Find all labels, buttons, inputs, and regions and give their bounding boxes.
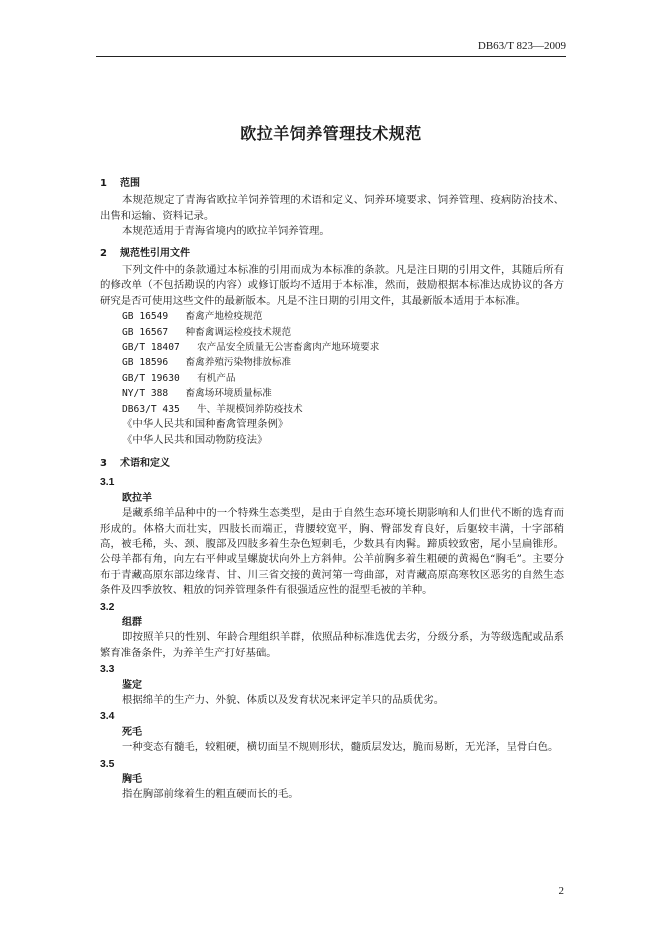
term-number: 3.1 bbox=[100, 477, 115, 489]
reference-item bbox=[100, 355, 564, 370]
reference-name: 畜禽产地检疫规范 bbox=[185, 311, 263, 323]
reference-name: 畜禽场环境质量标准 bbox=[185, 388, 272, 400]
section-number: 2 bbox=[100, 247, 107, 259]
reference-code: NY/T 388 bbox=[122, 388, 169, 400]
reference-item bbox=[100, 340, 564, 355]
paragraph: 本规范规定了青海省欧拉羊饲养管理的术语和定义、饲养环境要求、饲养管理、疫病防治技术、出售和运输、资料记录。 bbox=[100, 194, 564, 222]
document-code: DB63/T 823—2009 bbox=[477, 40, 566, 52]
term-definition: 指在胸部前缘着生的粗直硬而长的毛。 bbox=[122, 788, 299, 801]
term-name: 欧拉羊 bbox=[122, 492, 152, 504]
term-number: 3.2 bbox=[100, 601, 115, 613]
document-body bbox=[100, 172, 564, 803]
reference-code: GB 16549 bbox=[122, 311, 169, 323]
reference-name: 种畜禽调运检疫技术规范 bbox=[185, 326, 292, 338]
term-name: 死毛 bbox=[122, 726, 142, 738]
section-title: 范围 bbox=[120, 178, 140, 189]
section-heading-terms bbox=[100, 456, 564, 471]
page-number: 2 bbox=[558, 885, 564, 897]
term-definition: 一种变态有髓毛，较粗硬，横切面呈不规则形状，髓质层发达，脆而易断，无光泽，呈骨白色。 bbox=[122, 741, 559, 754]
term-definition: 即按照羊只的性别、年龄合理组织羊群，依照品种标准选优去劣，分级分系，为等级选配或品系繁育准备条件，为养羊生产打好基础。 bbox=[100, 631, 564, 659]
reference-book: 《中华人民共和国种畜禽管理条例》 bbox=[122, 418, 289, 431]
reference-code: GB/T 18407 bbox=[122, 342, 180, 354]
term-definition: 是藏系绵羊品种中的一个特殊生态类型，是由于自然生态环境长期影响和人们世代不断的选育而形成的。体格大而壮实，四肢长而端正，背腰较宽平，胸、臀部发育良好，后躯较丰满，十字部稍高，被毛稀，头、颈、腹部及四肢多着生杂色短刺毛，少数具有肉髯。蹄质较致密，尾小呈扁锥形。公母羊都有角，向左右平伸或呈螺旋状向外上方斜伸。公羊前胸多着生粗硬的黄褐色“胸毛”。主要分布于青藏高原东部边缘青、甘、川三省交接的黄河第一弯曲部，对青藏高原高寒牧区恶劣的自然生态条件及四季放牧、粗放的饲养管理条件有很强适应性的混型毛被的羊种。 bbox=[100, 507, 564, 597]
reference-item bbox=[100, 386, 564, 401]
reference-book: 《中华人民共和国动物防疫法》 bbox=[122, 433, 268, 446]
reference-name: 有机产品 bbox=[197, 372, 236, 384]
header-rule bbox=[96, 56, 566, 57]
reference-code: GB/T 19630 bbox=[122, 372, 180, 384]
reference-name: 农产品安全质量无公害畜禽肉产地环境要求 bbox=[197, 342, 380, 354]
section-heading-scope bbox=[100, 176, 564, 191]
term-name: 胸毛 bbox=[122, 774, 142, 786]
section-number: 3 bbox=[100, 457, 107, 469]
reference-code: DB63/T 435 bbox=[122, 403, 180, 415]
term-number: 3.5 bbox=[100, 758, 115, 770]
paragraph: 本规范适用于青海省境内的欧拉羊饲养管理。 bbox=[122, 225, 330, 238]
term-definition: 根据绵羊的生产力、外貌、体质以及发育状况来评定羊只的品质优劣。 bbox=[122, 694, 445, 706]
section-heading-refs bbox=[100, 246, 564, 261]
document-title: 欧拉羊饲养管理技术规范 bbox=[240, 124, 422, 143]
reference-code: GB 18596 bbox=[122, 357, 169, 369]
reference-item bbox=[100, 309, 564, 324]
section-title: 规范性引用文件 bbox=[120, 247, 190, 259]
term-name: 鉴定 bbox=[122, 679, 142, 691]
section-title: 术语和定义 bbox=[120, 457, 170, 469]
reference-name: 畜禽养殖污染物排放标准 bbox=[185, 357, 292, 369]
term-name: 组群 bbox=[122, 616, 142, 628]
reference-item bbox=[100, 371, 564, 386]
reference-item bbox=[100, 402, 564, 417]
reference-name: 牛、羊规模饲养防疫技术 bbox=[197, 403, 303, 415]
paragraph: 下列文件中的条款通过本标准的引用而成为本标准的条款。凡是注日期的引用文件，其随后所有的修改单（不包括勘误的内容）或修订版均不适用于本标准，然而，鼓励根据本标准达成协议的各方研究是否可使用这些文件的最新版本。凡是不注日期的引用文件，其最新版本适用于本标准。 bbox=[100, 264, 564, 307]
section-number: 1 bbox=[100, 178, 107, 189]
term-number: 3.4 bbox=[100, 711, 115, 723]
reference-item bbox=[100, 325, 564, 340]
term-number: 3.3 bbox=[100, 664, 115, 676]
reference-code: GB 16567 bbox=[122, 326, 169, 338]
